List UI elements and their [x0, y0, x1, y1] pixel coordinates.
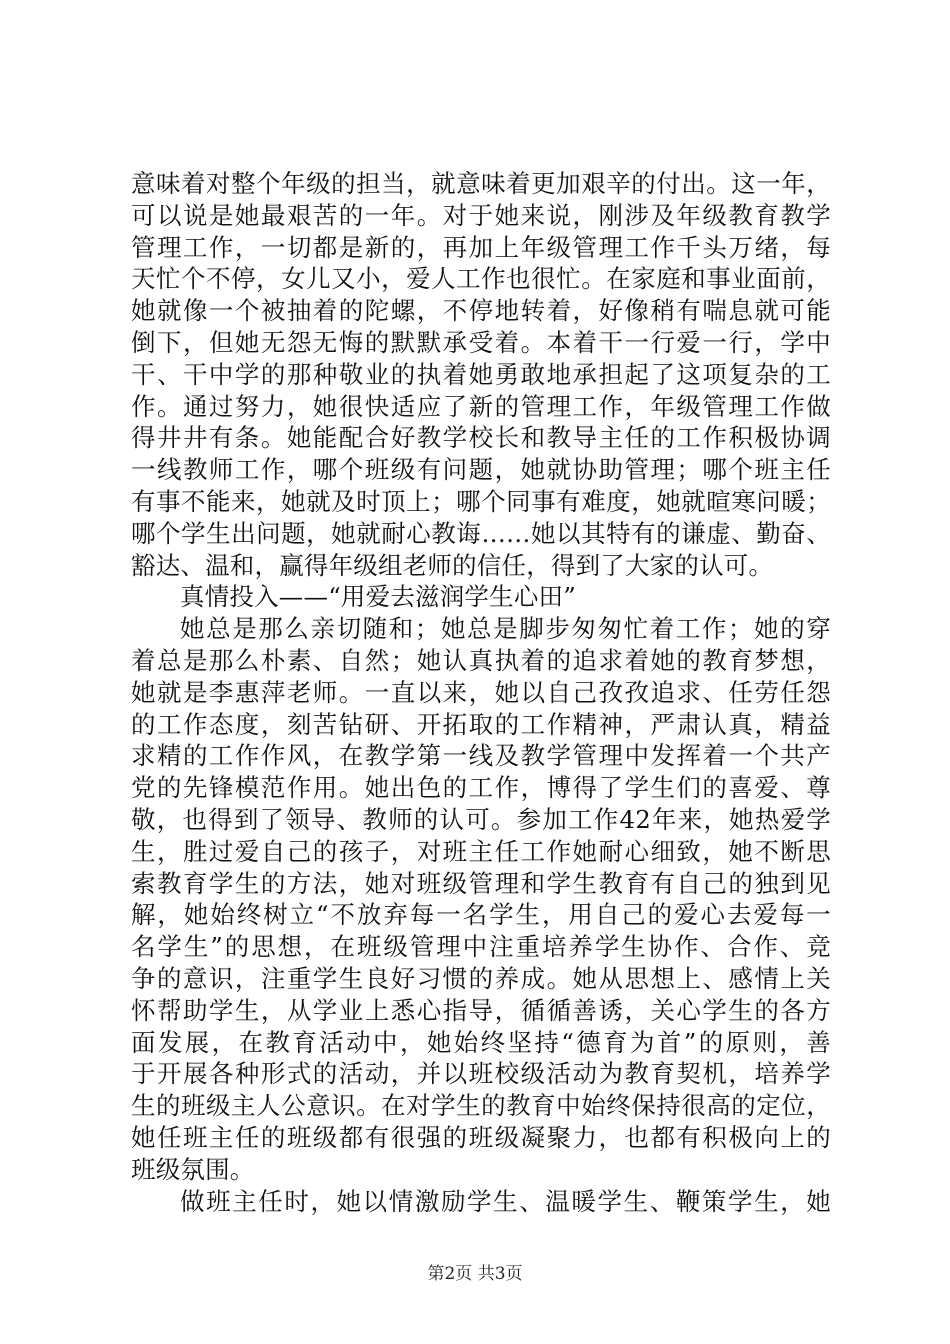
section-heading [131, 581, 831, 613]
text-line: 于开展各种形式的活动，并以班校级活动为教育契机，培养学 [131, 1059, 831, 1089]
text-line: 着总是那么朴素、自然；她认真执着的追求着她的教育梦想， [131, 645, 831, 675]
text-line: 班级氛围。 [131, 1154, 255, 1184]
text-line: 作。通过努力，她很快适应了新的管理工作，年级管理工作做 [131, 391, 831, 421]
page-indicator: 第2页 共3页 [427, 1264, 523, 1284]
text-line: 争的意识，注重学生良好习惯的养成。她从思想上、感情上关 [131, 963, 831, 993]
text-line: 名学生”的思想，在班级管理中注重培养学生协作、合作、竞 [131, 932, 831, 962]
text-line: 党的先锋模范作用。她出色的工作，博得了学生们的喜爱、尊 [131, 773, 831, 803]
text-line: 干、干中学的那种敬业的执着她勇敢地承担起了这项复杂的工 [131, 359, 831, 389]
text-line: 她就是李惠萍老师。一直以来，她以自己孜孜追求、任劳任怨 [131, 677, 831, 707]
text-line: 意味着对整个年级的担当，就意味着更加艰辛的付出。这一年， [131, 169, 831, 198]
text-line: 她任班主任的班级都有很强的班级凝聚力，也都有积极向上的 [131, 1122, 831, 1152]
text-line: 有事不能来，她就及时顶上；哪个同事有难度，她就暄寒问暖； [131, 486, 831, 516]
text-line: 得井井有条。她能配合好教学校长和教导主任的工作积极协调 [131, 423, 831, 453]
text-line: 求精的工作作风，在教学第一线及教学管理中发挥着一个共产 [131, 741, 831, 771]
text-line: 哪个学生出问题，她就耐心教诲……她以其特有的谦虚、勤奋、 [131, 518, 831, 548]
heading-line: 真情投入——“用爱去滋润学生心田” [180, 582, 576, 612]
text-line: 天忙个不停，女儿又小，爱人工作也很忙。在家庭和事业面前， [131, 264, 831, 294]
text-line: 豁达、温和，赢得年级组老师的信任，得到了大家的认可。 [131, 550, 774, 580]
paragraph [131, 613, 831, 1185]
text-line: 生，胜过爱自己的孩子，对班主任工作她耐心细致，她不断思 [131, 836, 831, 866]
paragraph-continuation [131, 168, 831, 581]
text-line: 做班主任时，她以情激励学生、温暖学生、鞭策学生，她 [180, 1186, 831, 1216]
text-line: 索教育学生的方法，她对班级管理和学生教育有自己的独到见 [131, 868, 831, 898]
text-line: 管理工作，一切都是新的，再加上年级管理工作千头万绪，每 [131, 232, 831, 262]
text-line: 生的班级主人公意识。在对学生的教育中始终保持很高的定位， [131, 1091, 831, 1121]
page-footer [0, 1264, 950, 1284]
text-line: 她就像一个被抽着的陀螺，不停地转着，好像稍有喘息就可能 [131, 296, 831, 326]
text-line: 敬，也得到了领导、教师的认可。参加工作42年来，她热爱学 [131, 804, 831, 834]
text-line: 解，她始终树立“不放弃每一名学生，用自己的爱心去爱每一 [131, 900, 831, 930]
text-line: 她总是那么亲切随和；她总是脚步匆匆忙着工作；她的穿 [180, 614, 831, 644]
text-line: 一线教师工作，哪个班级有问题，她就协助管理；哪个班主任 [131, 455, 831, 485]
text-line: 倒下，但她无怨无悔的默默承受着。本着干一行爱一行，学中 [131, 327, 831, 357]
text-line: 的工作态度，刻苦钻研、开拓取的工作精神，严肃认真，精益 [131, 709, 831, 739]
text-line: 怀帮助学生，从学业上悉心指导，循循善诱，关心学生的各方 [131, 995, 831, 1025]
text-line: 面发展，在教育活动中，她始终坚持“德育为首”的原则，善 [131, 1027, 831, 1057]
paragraph [131, 1186, 831, 1218]
text-line: 可以说是她最艰苦的一年。对于她来说，刚涉及年级教育教学 [131, 200, 831, 230]
document-body [131, 168, 831, 1217]
